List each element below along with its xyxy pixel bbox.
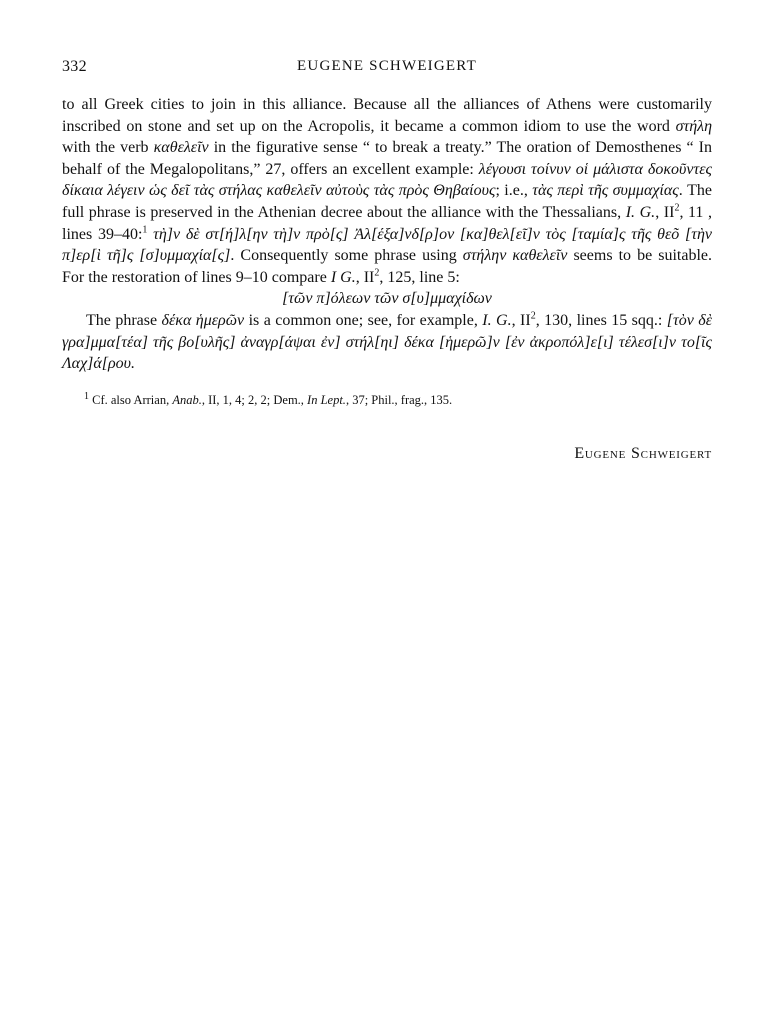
- citation-abbrev: In Lept.: [307, 392, 346, 407]
- quoted-restoration: [τῶν π]όλεων τῶν σ[υ]μμαχίδων: [282, 290, 492, 308]
- page-header: [62, 58, 712, 84]
- page: [62, 58, 712, 463]
- footnote-mark: 1: [84, 390, 89, 402]
- footnote-ref[interactable]: 1: [142, 224, 148, 236]
- text-run: , 130, lines 15 sqq.:: [535, 311, 667, 329]
- citation-abbrev: Anab.: [172, 392, 202, 407]
- text-run: in the figurative sense “ to break a treaty.” The oration of Demosthenes “ In behalf of the Megalopolitans,” 27, offers an excellent example:: [62, 139, 713, 178]
- greek-text: δέκα ἡμερῶν: [161, 311, 245, 329]
- text-run: The phrase: [86, 311, 162, 329]
- text-run: , II, 1, 4; 2, 2; Dem.,: [201, 392, 308, 407]
- body-text: [62, 94, 712, 375]
- running-head: EUGENE SCHWEIGERT: [297, 58, 477, 74]
- paragraph-2: [62, 310, 712, 375]
- text-run: . The full phrase is preserved in the Athenian decree about the alliance with the Thessalians,: [62, 182, 713, 221]
- greek-text: τὰς περὶ τῆς συμμαχίας: [532, 182, 679, 200]
- paragraph-1: [62, 94, 712, 288]
- text-run: Cf. also Arrian,: [89, 392, 173, 407]
- text-run: , 125, line 5:: [379, 268, 460, 286]
- citation-abbrev: I. G.: [482, 311, 512, 329]
- text-run: with the verb: [62, 139, 154, 157]
- greek-text: στήλην καθελεῖν: [462, 247, 568, 265]
- text-run: to all Greek cities to join in this alliance. Because all the alliances of Athens were customarily inscribed on stone and set up on the Acropolis, it became a common idiom to use the word: [62, 96, 712, 135]
- text-run: . Consequently some phrase using: [230, 247, 463, 265]
- page-number: 332: [62, 58, 87, 75]
- greek-text: καθελεῖν: [153, 139, 209, 157]
- text-run: , II: [655, 203, 675, 221]
- greek-text: λέγουσι τοίνυν οἱ μάλιστα δοκοῦντες δίκαια λέγειν ὡς δεῖ τὰς στήλας καθελεῖν αὐτοὺς τὰς πρὸς Θηβαίους: [62, 160, 712, 200]
- text-run: , 11 , lines 39–40:: [62, 203, 713, 243]
- greek-text: στήλη: [675, 117, 712, 135]
- text-run: seems to be suitable. For the restoration of lines 9–10 compare: [62, 247, 712, 286]
- text-run: ; i.e.,: [495, 182, 533, 200]
- greek-text: [τὸν δὲ γρα]μμα[τέα] τῆς βο[υλῆς] ἀναγρ[άψαι ἐν] στήλ[ηι] δέκα [ἡμερῶ]ν [ἐν ἀκροπόλ]ε[ι] τέλεσ[ι]ν το[ῖς Λαχ]ά[ρου.: [62, 311, 713, 373]
- citation-abbrev: I. G.: [625, 203, 656, 221]
- greek-text: τὴ]ν δὲ στ[ή]λ[ην τὴ]ν πρὸ[ς] Ἀλ[έξα]νδ[ρ]ον [κα]θελ[εῖ]ν τὸς [ταμία]ς τῆς θεõ [τὴν π]ερ[ὶ τῆ]ς [σ]υμμαχία[ς]: [62, 225, 712, 265]
- superscript: 2: [530, 310, 536, 322]
- citation-abbrev: I G.: [330, 268, 356, 286]
- superscript: 2: [374, 267, 380, 279]
- text-run: , II: [511, 311, 531, 329]
- footnote: [62, 391, 712, 409]
- text-run: , 37; Phil., frag., 135.: [345, 392, 453, 407]
- text-run: , II: [355, 268, 375, 286]
- text-run: is a common one; see, for example,: [244, 311, 483, 329]
- author-signature: Eugene Schweigert: [574, 444, 712, 462]
- superscript: 2: [674, 202, 680, 214]
